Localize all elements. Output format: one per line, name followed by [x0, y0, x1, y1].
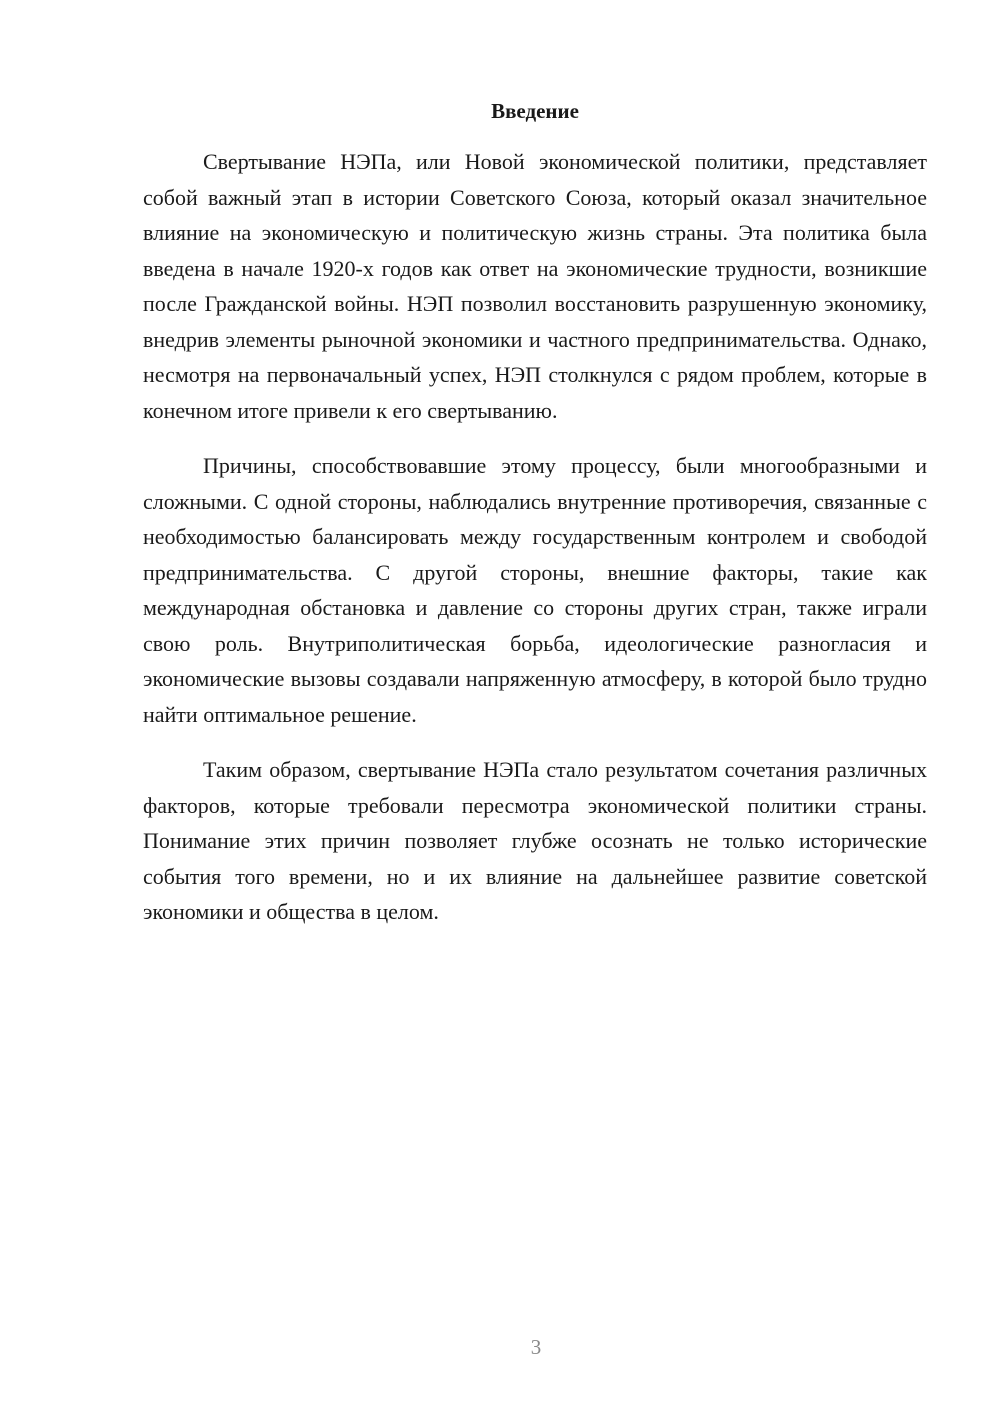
- paragraph-3: Таким образом, свертывание НЭПа стало результатом сочетания различных факторов, которые требовали пересмотра экономической политики страны. Понимание этих причин позволяет глубже осознать не только исторические события того времени, но и их влияние на дальнейшее развитие советской экономики и общества в целом.: [143, 757, 927, 924]
- page-number: 3: [530, 1335, 542, 1359]
- paragraph-2: Причины, способствовавшие этому процессу, были многообразными и сложными. С одной стороны, наблюдались внутренние противоречия, связанные с необходимостью балансировать между государственным контролем и свободой предпринимательства. С другой стороны, внешние факторы, такие как международная обстановка и давление со стороны других стран, также играли свою роль. Внутриполитическая борьба, идеологические разногласия и экономические вызовы создавали напряженную атмосферу, в которой было трудно найти оптимальное решение.: [143, 453, 927, 727]
- section-title: Введение: [491, 99, 579, 123]
- paragraph-1: Свертывание НЭПа, или Новой экономической политики, представляет собой важный этап в истории Советского Союза, который оказал значительное влияние на экономическую и политическую жизнь страны. Эта политика была введена в начале 1920-х годов как ответ на экономические трудности, возникшие после Гражданской войны. НЭП позволил восстановить разрушенную экономику, внедрив элементы рыночной экономики и частного предпринимательства. Однако, несмотря на первоначальный успех, НЭП столкнулся с рядом проблем, которые в конечном итоге привели к его свертыванию.: [143, 149, 927, 423]
- body-text: [143, 144, 927, 950]
